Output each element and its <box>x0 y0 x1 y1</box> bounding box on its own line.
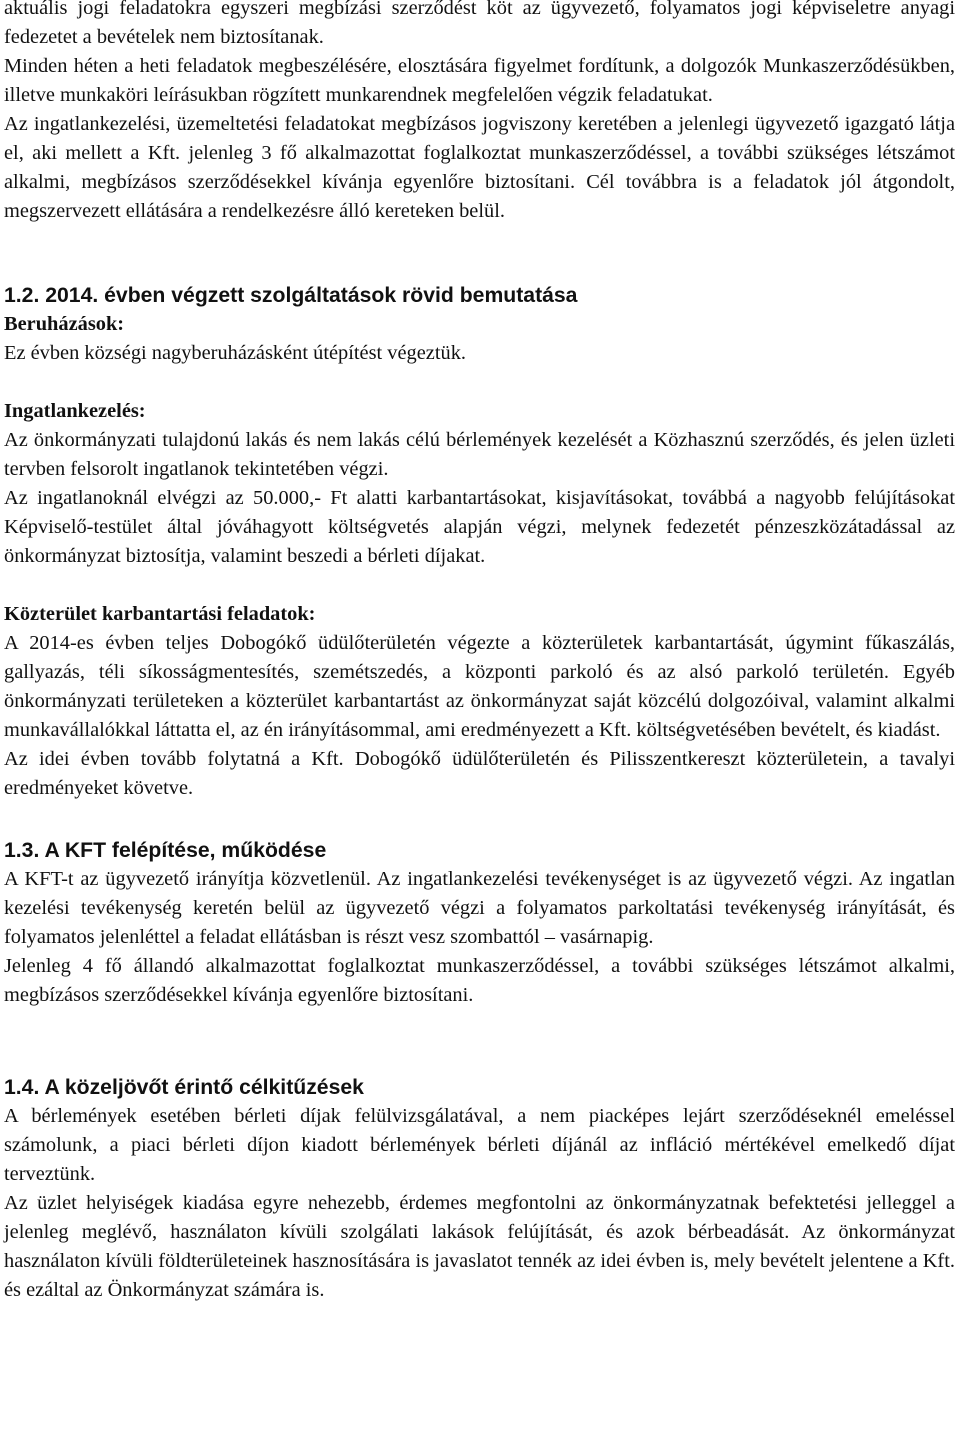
paragraph-kozterulet-1: A 2014-es évben teljes Dobogókő üdülőterületén végezte a közterületek karbantartását, úgymint fűkaszálás, gallyazás, téli síkosságmentesítés, szemétszedés, a központi parkoló és az alsó parkoló területén. Egyéb önkormányzati területeken a közterület karbantartást az önkormányzat saját közcélú dolgozóival, valamint alkalmi munkavállalókkal láttatta el, az én irányításommal, ami eredményezett a Kft. költségvetésében bevételt, és kiadást. <box>4 632 955 741</box>
paragraph-goals-2: Az üzlet helyiségek kiadása egyre nehezebb, érdemes megfontolni az önkormányzatnak befektetési jelleggel a jelenleg meglévő, használaton kívüli szolgálati lakások felújítását, és azok bérbeadását. Az önkormányzat használaton kívüli földterületeinek hasznosítására is javaslatot tennék az idei évben is, mely bevételt jelentene a Kft. és ezáltal az Önkormányzat számára is. <box>4 1192 955 1301</box>
spacer <box>0 1039 958 1068</box>
subheading-ingatlankezeles: Ingatlankezelés: <box>4 400 146 422</box>
paragraph-goals-1: A bérlemények esetében bérleti díjak felülvizsgálatával, a nem piacképes lejárt szerződéseknél emeléssel számolunk, a piaci bérleti díjon kiadott bérlemények bérleti díjánál az infláció mértékével emelkedő díjat terveztünk. <box>4 1105 955 1185</box>
paragraph-kft-structure-2: Jelenleg 4 fő állandó alkalmazottat foglalkoztat munkaszerződéssel, a további szükséges létszámot alkalmi, megbízásos szerződésekkel kívánja egyenlőre biztosítani. <box>4 955 955 1006</box>
spacer <box>0 571 958 600</box>
spacer <box>0 255 958 281</box>
spacer <box>0 226 958 255</box>
subheading-kozterulet: Közterület karbantartási feladatok: <box>4 603 316 625</box>
paragraph-weekly-tasks: Minden héten a heti feladatok megbeszélésére, elosztására figyelmet fordítunk, a dolgozók Munkaszerződésükben, illetve munkaköri leírásukban rögzített munkarendnek megfelelően végzik feladatukat. <box>4 55 955 106</box>
paragraph-kozterulet-2: Az idei évben tovább folytatná a Kft. Dobogókő üdülőterületén és Pilisszentkereszt közterületein, a tavalyi eredményeket követve. <box>4 748 955 799</box>
section-heading-1-4: 1.4. A közeljövőt érintő célkitűzések <box>4 1076 364 1099</box>
paragraph-property-management: Az ingatlankezelési, üzemeltetési feladatokat megbízásos jogviszony keretében a jelenlegi ügyvezető igazgató látja el, aki mellett a Kft. jelenleg 3 fő alkalmazottat foglalkoztat munkaszerződéssel, a további szükséges létszámot alkalmi, megbízásos szerződésekkel kívánja egyenlőre biztosítani. Cél továbbra is a feladatok jól átgondolt, megszervezett ellátására a rendelkezésre álló kereteken belül. <box>4 113 955 222</box>
paragraph-kft-structure-1: A KFT-t az ügyvezető irányítja közvetlenül. Az ingatlankezelési tevékenységet is az ügyvezető végzi. Az ingatlan kezelési tevékenység keretén belül az ügyvezető végzi a folyamatos parkoltatási tevékenység irányítását, és folyamatos jelenléttel a feladat ellátásban is részt vesz szombattól – vasárnapig. <box>4 868 955 948</box>
spacer <box>0 1010 958 1039</box>
paragraph-beruhazasok: Ez évben községi nagyberuházásként útépítést végeztük. <box>4 342 467 364</box>
paragraph-ingatlankezeles-2: Az ingatlanoknál elvégzi az 50.000,- Ft alatti karbantartásokat, kisjavításokat, továbbá a nagyobb felújításokat Képviselő-testület által jóváhagyott költségvetés alapján végzi, melynek fedezetét pénzeszközátadással az önkormányzat biztosítja, valamint beszedi a bérleti díjakat. <box>4 487 955 567</box>
paragraph-legal-representation: aktuális jogi feladatokra egyszeri megbízási szerződést köt az ügyvezető, folyamatos jogi képviseletre anyagi fedezetet a bevételek nem biztosítanak. <box>4 0 955 48</box>
spacer <box>0 803 958 832</box>
section-heading-1-3: 1.3. A KFT felépítése, működése <box>4 839 327 862</box>
subheading-beruhazasok: Beruházások: <box>4 313 125 335</box>
paragraph-ingatlankezeles-1: Az önkormányzati tulajdonú lakás és nem lakás célú bérlemények kezelését a Közhasznú szerződés, és jelen üzleti tervben felsorolt ingatlanok tekintetében végzi. <box>4 429 955 480</box>
spacer <box>0 368 958 397</box>
section-heading-1-2: 1.2. 2014. évben végzett szolgáltatások rövid bemutatása <box>4 284 578 307</box>
